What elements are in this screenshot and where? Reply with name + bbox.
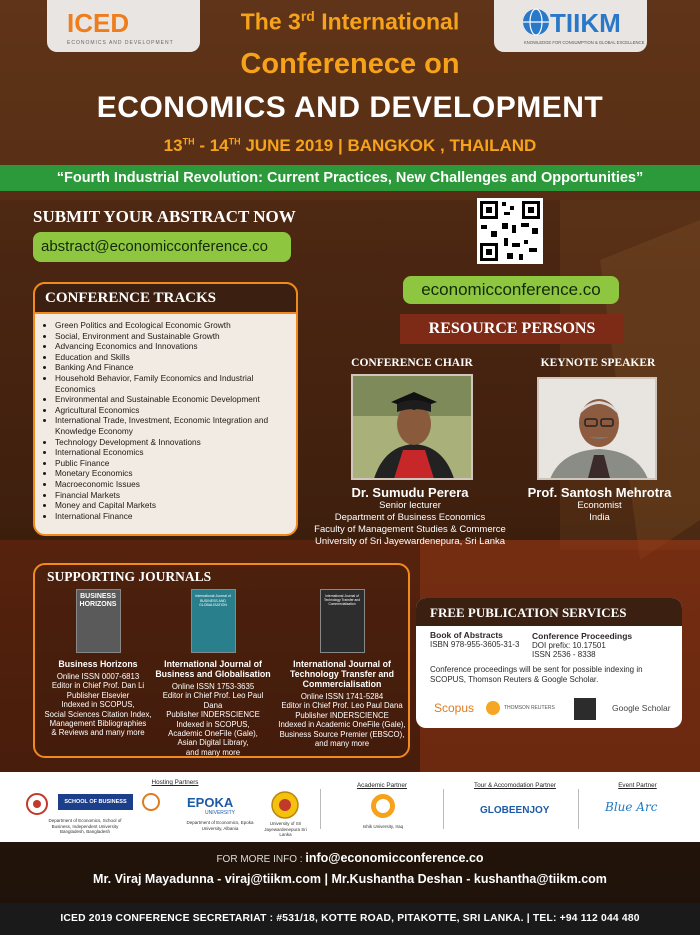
tour-partner-title: Tour & Accomodation Partner: [474, 782, 556, 789]
publication-services-panel: [416, 598, 682, 728]
tiikm-logo-tagline: KNOWLEDGE FOR CONSUMPTION & GLOBAL EXCELLENCE: [524, 40, 645, 45]
iced-logo-tagline: ECONOMICS AND DEVELOPMENT: [67, 40, 174, 46]
google-scholar-logo: Google Scholar: [612, 703, 671, 713]
track-item: • Household Behavior, Family Economics and Industrial Economics: [55, 373, 296, 394]
chair-photo: [351, 374, 473, 480]
journal-details: Online ISSN 0007-6813 Editor in Chief Prof. Dan Li Publisher Elsevier Indexed in SCOPUS, Social Sciences Citation Index, Management Bibliographies & Reviews and many more: [44, 672, 152, 738]
journal-name: Business Horizons: [58, 659, 138, 669]
partner-divider: [443, 789, 444, 829]
track-item: • Public Finance: [55, 458, 296, 469]
journal-name: International Journal of Business and Globalisation: [155, 659, 271, 679]
track-item: • Education and Skills: [55, 352, 296, 363]
keynote-name: Prof. Santosh Mehrotra: [527, 485, 672, 500]
resource-persons-heading: RESOURCE PERSONS: [400, 314, 624, 344]
keynote-photo: [537, 377, 657, 480]
title-line-3: ECONOMICS AND DEVELOPMENT: [96, 91, 604, 124]
journal-card: [153, 589, 273, 757]
iub-crest-icon: [22, 792, 52, 816]
track-item: • Agricultural Economics: [55, 405, 296, 416]
partner-divider: [320, 789, 321, 829]
journal-details: Online ISSN 1753-3635 Editor in Chief Prof. Leo Paul Dana Publisher INDERSCIENCE Indexed in SCOPUS, Academic OneFile (Gale), Asian Digital Library, and many more: [162, 682, 264, 757]
track-item: • Social, Environment and Sustainable Growth: [55, 331, 296, 342]
info-email-link[interactable]: info@economicconference.co: [305, 851, 484, 865]
chair-portrait-image: [353, 376, 473, 480]
epoka-logo: EPOKA: [187, 795, 234, 810]
hosting1-description: Department of Economics, School of Business, Independent University Bangladesh, Bangladesh: [48, 818, 122, 834]
journal-card: [39, 589, 157, 738]
school-of-business-logo: SCHOOL OF BUSINESS: [58, 794, 133, 810]
proceedings-doi: DOI prefix: 10.17501: [532, 641, 606, 650]
track-item: • Technology Development & Innovations: [55, 437, 296, 448]
track-item: • International Trade, Investment, Economic Integration and Knowledge Economy: [55, 415, 296, 436]
book-isbn: ISBN 978-955-3605-31-3: [430, 640, 520, 649]
supporting-journals-panel: [33, 563, 410, 758]
thomson-reuters-logo: THOMSON REUTERS: [504, 705, 555, 711]
hosting3-description: University of Sri Jayewardenepura Sri Lanka: [264, 821, 307, 837]
website-link[interactable]: economicconference.co: [403, 276, 619, 304]
journal-name: International Journal of Technology Transfer and Commercialisation: [290, 659, 394, 689]
conference-tracks-heading: CONFERENCE TRACKS: [33, 282, 298, 314]
secretariat-footer: ICED 2019 CONFERENCE SECRETARIAT : #531/18, KOTTE ROAD, PITAKOTTE, SRI LANKA. | TEL: +94 112 044 480: [0, 903, 700, 935]
keynote-speaker-label: KEYNOTE SPEAKER: [540, 357, 656, 369]
conference-tracks-panel: [33, 282, 298, 536]
partner-divider: [578, 789, 579, 829]
globeenjoy-logo: GLOBEENJOY: [480, 805, 550, 816]
track-item: • Money and Capital Markets: [55, 500, 296, 511]
track-item: • Financial Markets: [55, 490, 296, 501]
keynote-details: Economist India: [577, 500, 622, 523]
usj-crest-icon: [270, 790, 300, 820]
more-info: FOR MORE INFO : info@economicconference.co: [216, 851, 484, 865]
theme-banner: “Fourth Industrial Revolution: Current Practices, New Challenges and Opportunities”: [0, 165, 700, 191]
abstract-email-link[interactable]: abstract@economicconference.co: [33, 232, 291, 262]
keynote-portrait-image: [539, 379, 657, 480]
contact-persons: Mr. Viraj Mayadunna - viraj@tiikm.com | Mr.Kushantha Deshan - kushantha@tiikm.com: [93, 872, 607, 886]
blue-arc-logo: Blue Arc: [605, 800, 658, 814]
scopus-logo: Scopus: [434, 701, 475, 715]
iced-logo-text: ICED: [67, 8, 130, 38]
track-item: • International Finance: [55, 511, 296, 522]
proceedings-label: Conference Proceedings: [532, 631, 633, 641]
partners-strip: [0, 772, 700, 842]
journal-cover: BUSINESS HORIZONS: [76, 589, 121, 653]
journal-cover: International Journal of BUSINESS AND GLOBALISATION: [191, 589, 236, 653]
hosting-partners-title: Hosting Partners: [151, 779, 199, 786]
track-item: • Monetary Economics: [55, 468, 296, 479]
journal-cover: International Journal of Technology Transfer and Commercialisation: [320, 589, 365, 653]
chair-details: Senior lecturer Department of Business Economics Faculty of Management Studies & Commerce University of Sri Jayewardenepura, Sri Lanka: [314, 500, 506, 547]
tiikm-logo-text: TIIKM: [550, 8, 621, 38]
track-item: • International Economics: [55, 447, 296, 458]
academic-partner-title: Academic Partner: [356, 782, 408, 789]
conference-dates: 13TH - 14TH JUNE 2019 | BANGKOK , THAILAND: [163, 136, 537, 155]
tracks-list: [45, 320, 296, 521]
proceedings-badge-icon: [574, 698, 596, 720]
book-of-abstracts-label: Book of Abstracts: [430, 630, 503, 640]
thomson-reuters-icon: [486, 701, 500, 715]
hosting2-description: Department of Economics, Epoka University, Albania: [186, 820, 254, 831]
publication-services-heading: FREE PUBLICATION SERVICES: [416, 598, 682, 626]
proceedings-issn: ISSN 2536 - 8338: [532, 650, 596, 659]
journal-details: Online ISSN 1741-5284 Editor in Chief Prof. Leo Paul Dana Publisher INDERSCIENCE Indexed in Academic OneFile (Gale), Business Source Premier (EBSCO), and many more: [278, 692, 406, 749]
qr-code-icon[interactable]: [477, 198, 543, 264]
acbsp-logo-icon: [138, 792, 164, 812]
epoka-logo-sub: UNIVERSITY: [205, 810, 236, 816]
academic-description: Ishik University, Iraq: [362, 824, 404, 829]
title-line-1: The 3rd International: [240, 8, 460, 35]
event-partner-title: Event Partner: [618, 782, 657, 789]
conference-chair-label: CONFERENCE CHAIR: [351, 357, 473, 369]
submit-abstract-heading: SUBMIT YOUR ABSTRACT NOW: [33, 207, 296, 226]
ishik-logo-icon: [366, 792, 400, 820]
chair-name: Dr. Sumudu Perera: [351, 485, 469, 500]
track-item: • Banking And Finance: [55, 362, 296, 373]
track-item: • Green Politics and Ecological Economic Growth: [55, 320, 296, 331]
track-item: • Advancing Economics and Innovations: [55, 341, 296, 352]
track-item: • Macroeconomic Issues: [55, 479, 296, 490]
journal-card: [277, 589, 407, 748]
title-line-2: Conferenece on: [240, 48, 460, 80]
track-item: • Environmental and Sustainable Economic Development: [55, 394, 296, 405]
indexing-note: Conference proceedings will be sent for possible indexing in SCOPUS, Thomson Reuters & Google Scholar.: [430, 665, 643, 684]
supporting-journals-heading: SUPPORTING JOURNALS: [47, 569, 212, 584]
